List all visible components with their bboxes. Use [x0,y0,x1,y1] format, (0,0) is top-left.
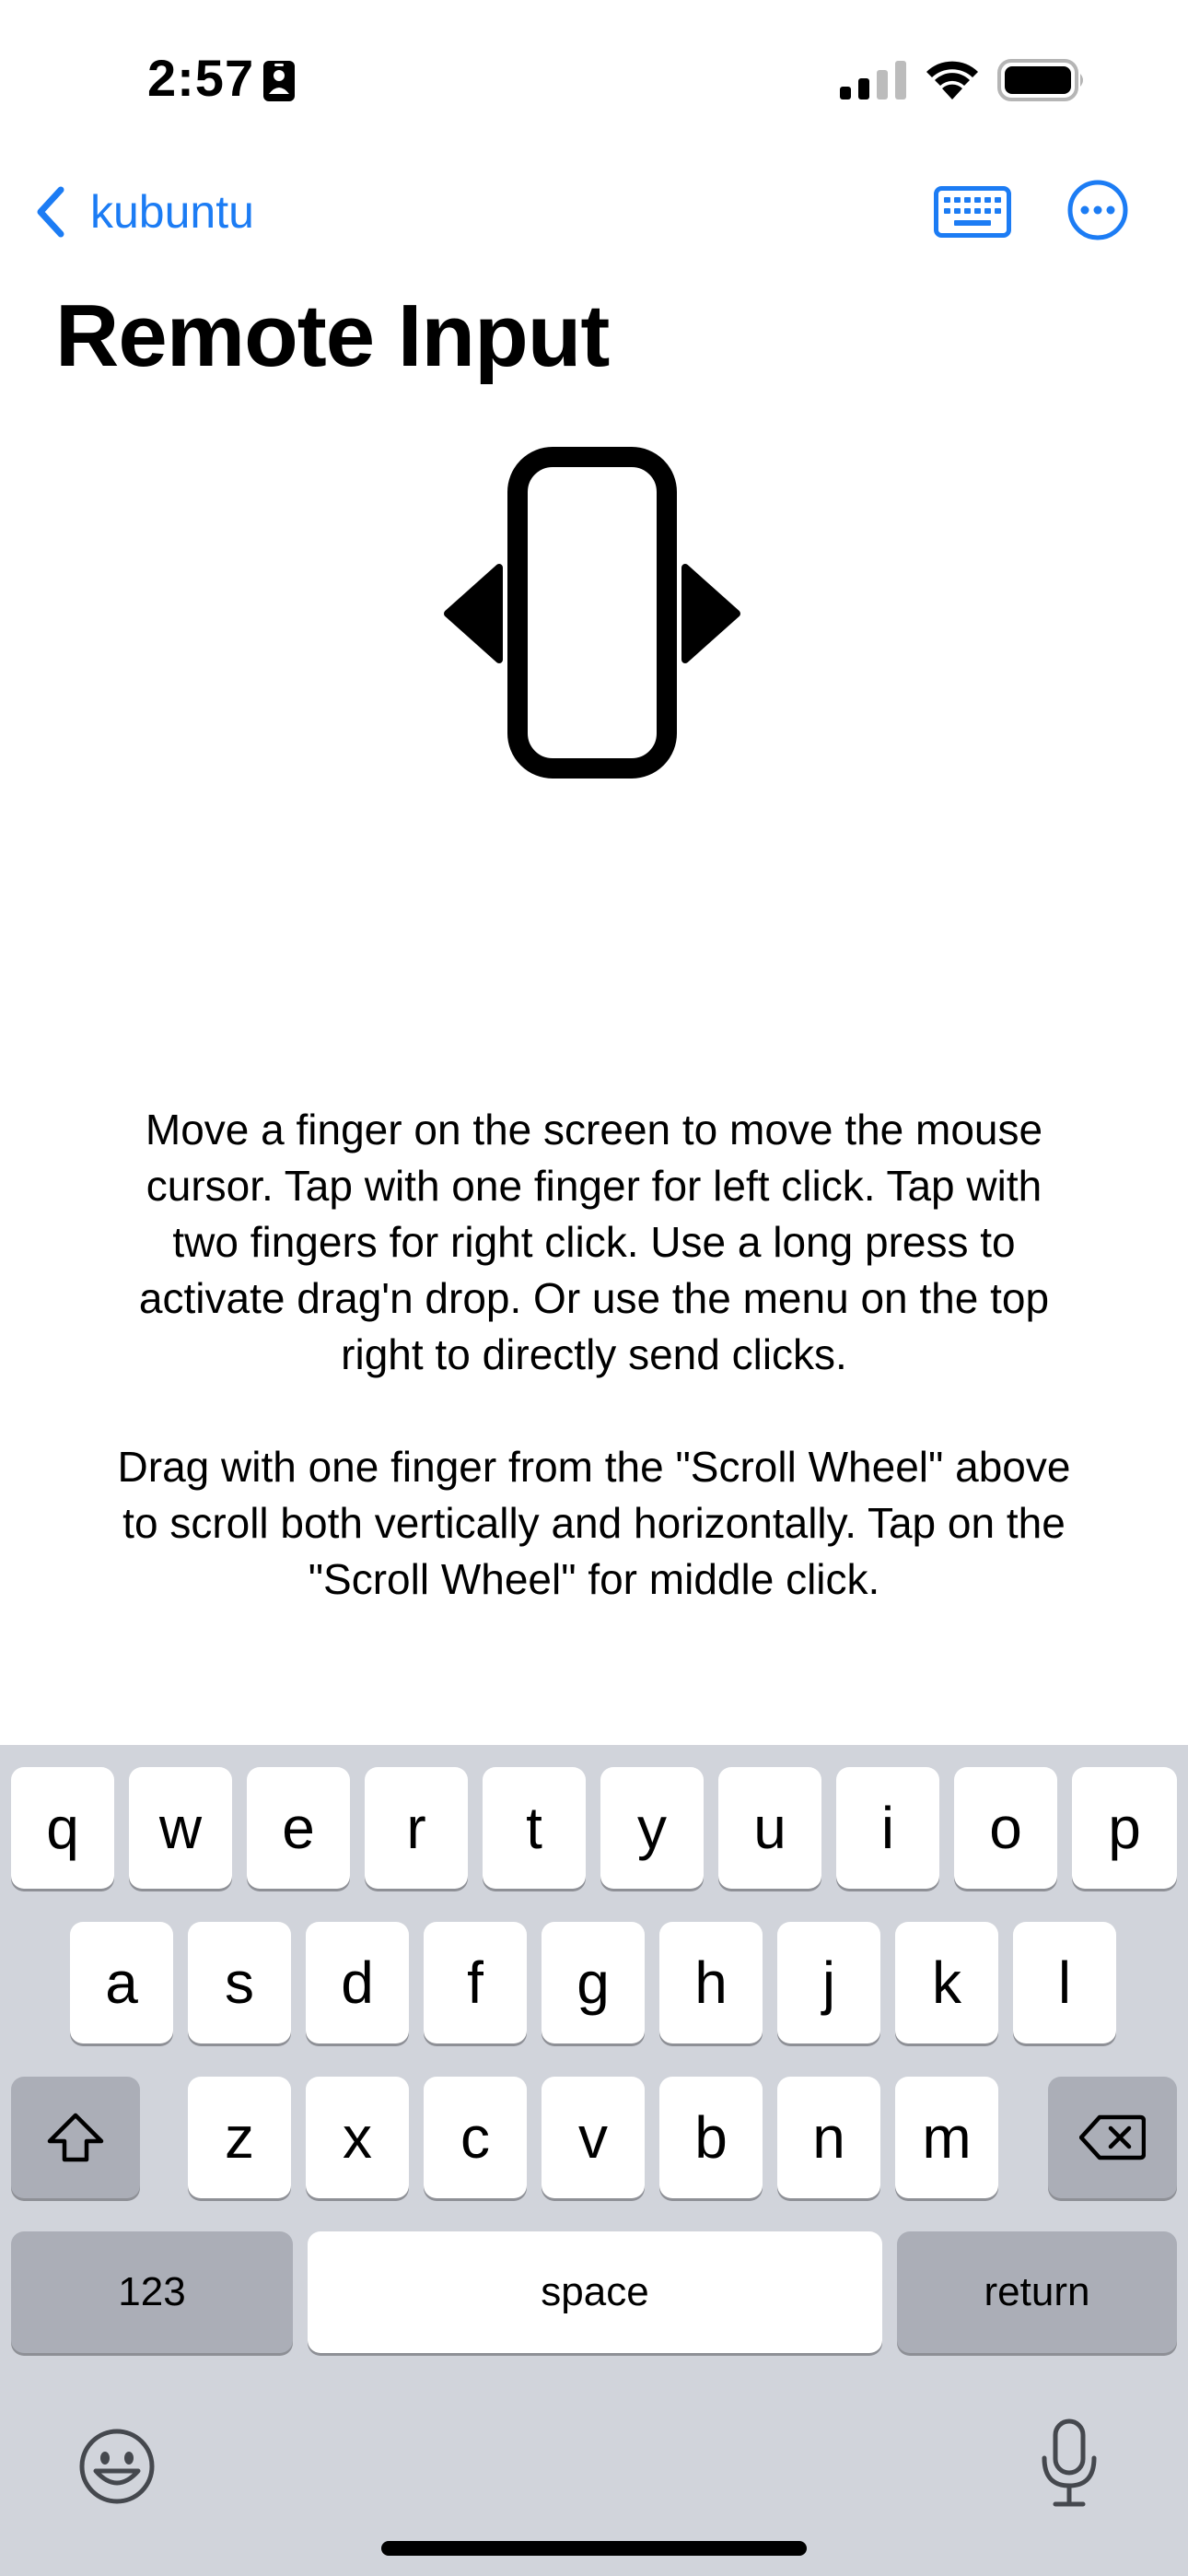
key-r[interactable]: r [365,1767,468,1889]
key-n[interactable]: n [777,2077,880,2198]
instructions-text [111,1102,1077,1608]
key-o[interactable]: o [954,1767,1057,1889]
back-button-label: kubuntu [90,186,254,238]
key-g[interactable]: g [542,1922,645,2043]
key-e[interactable]: e [247,1767,350,1889]
cellular-signal-icon [840,61,906,100]
key-k[interactable]: k [895,1922,998,2043]
key-f[interactable]: f [424,1922,527,2043]
key-i[interactable]: i [836,1767,939,1889]
key-j[interactable]: j [777,1922,880,2043]
page-title: Remote Input [55,287,610,385]
status-bar [0,0,1188,157]
chevron-left-icon [33,184,66,240]
return-key[interactable]: return [897,2231,1177,2353]
back-button[interactable] [33,179,254,245]
emoji-icon[interactable] [77,2427,157,2506]
key-m[interactable]: m [895,2077,998,2198]
key-t[interactable]: t [483,1767,586,1889]
key-c[interactable]: c [424,2077,527,2198]
navigation-bar [0,166,1188,258]
key-l[interactable]: l [1013,1922,1116,2043]
home-indicator[interactable] [381,2541,807,2556]
key-h[interactable]: h [659,1922,763,2043]
delete-key[interactable] [1048,2077,1177,2198]
contact-card-icon [263,61,295,101]
backspace-icon [1079,2113,1146,2161]
key-a[interactable]: a [70,1922,173,2043]
space-key[interactable]: space [308,2231,882,2353]
key-u[interactable]: u [718,1767,821,1889]
wifi-icon [924,57,981,100]
battery-icon [997,59,1086,101]
instructions-paragraph-2: Drag with one finger from the "Scroll Wheel" above to scroll both vertically and horizontally. Tap on the "Scroll Wheel" for middle click. [117,1443,1071,1603]
instructions-paragraph-1: Move a finger on the screen to move the mouse cursor. Tap with one finger for left click. Tap with two fingers for right click. Use a long press to activate drag'n drop. Or use the menu on the top right to directly send clicks. [138,1106,1050,1378]
on-screen-keyboard [0,1745,1188,2576]
key-s[interactable]: s [188,1922,291,2043]
key-x[interactable]: x [306,2077,409,2198]
key-d[interactable]: d [306,1922,409,2043]
key-y[interactable]: y [600,1767,704,1889]
status-time: 2:57 [147,49,255,107]
key-z[interactable]: z [188,2077,291,2198]
key-p[interactable]: p [1072,1767,1177,1889]
shift-icon [46,2112,105,2163]
keyboard-icon[interactable] [934,186,1011,238]
more-options-icon[interactable] [1066,179,1129,241]
key-q[interactable]: q [11,1767,114,1889]
key-b[interactable]: b [659,2077,763,2198]
shift-key[interactable] [11,2077,140,2198]
key-v[interactable]: v [542,2077,645,2198]
phone-tilt-icon [440,446,744,779]
numbers-key[interactable]: 123 [11,2231,293,2353]
key-w[interactable]: w [129,1767,232,1889]
microphone-icon[interactable] [1037,2418,1101,2510]
